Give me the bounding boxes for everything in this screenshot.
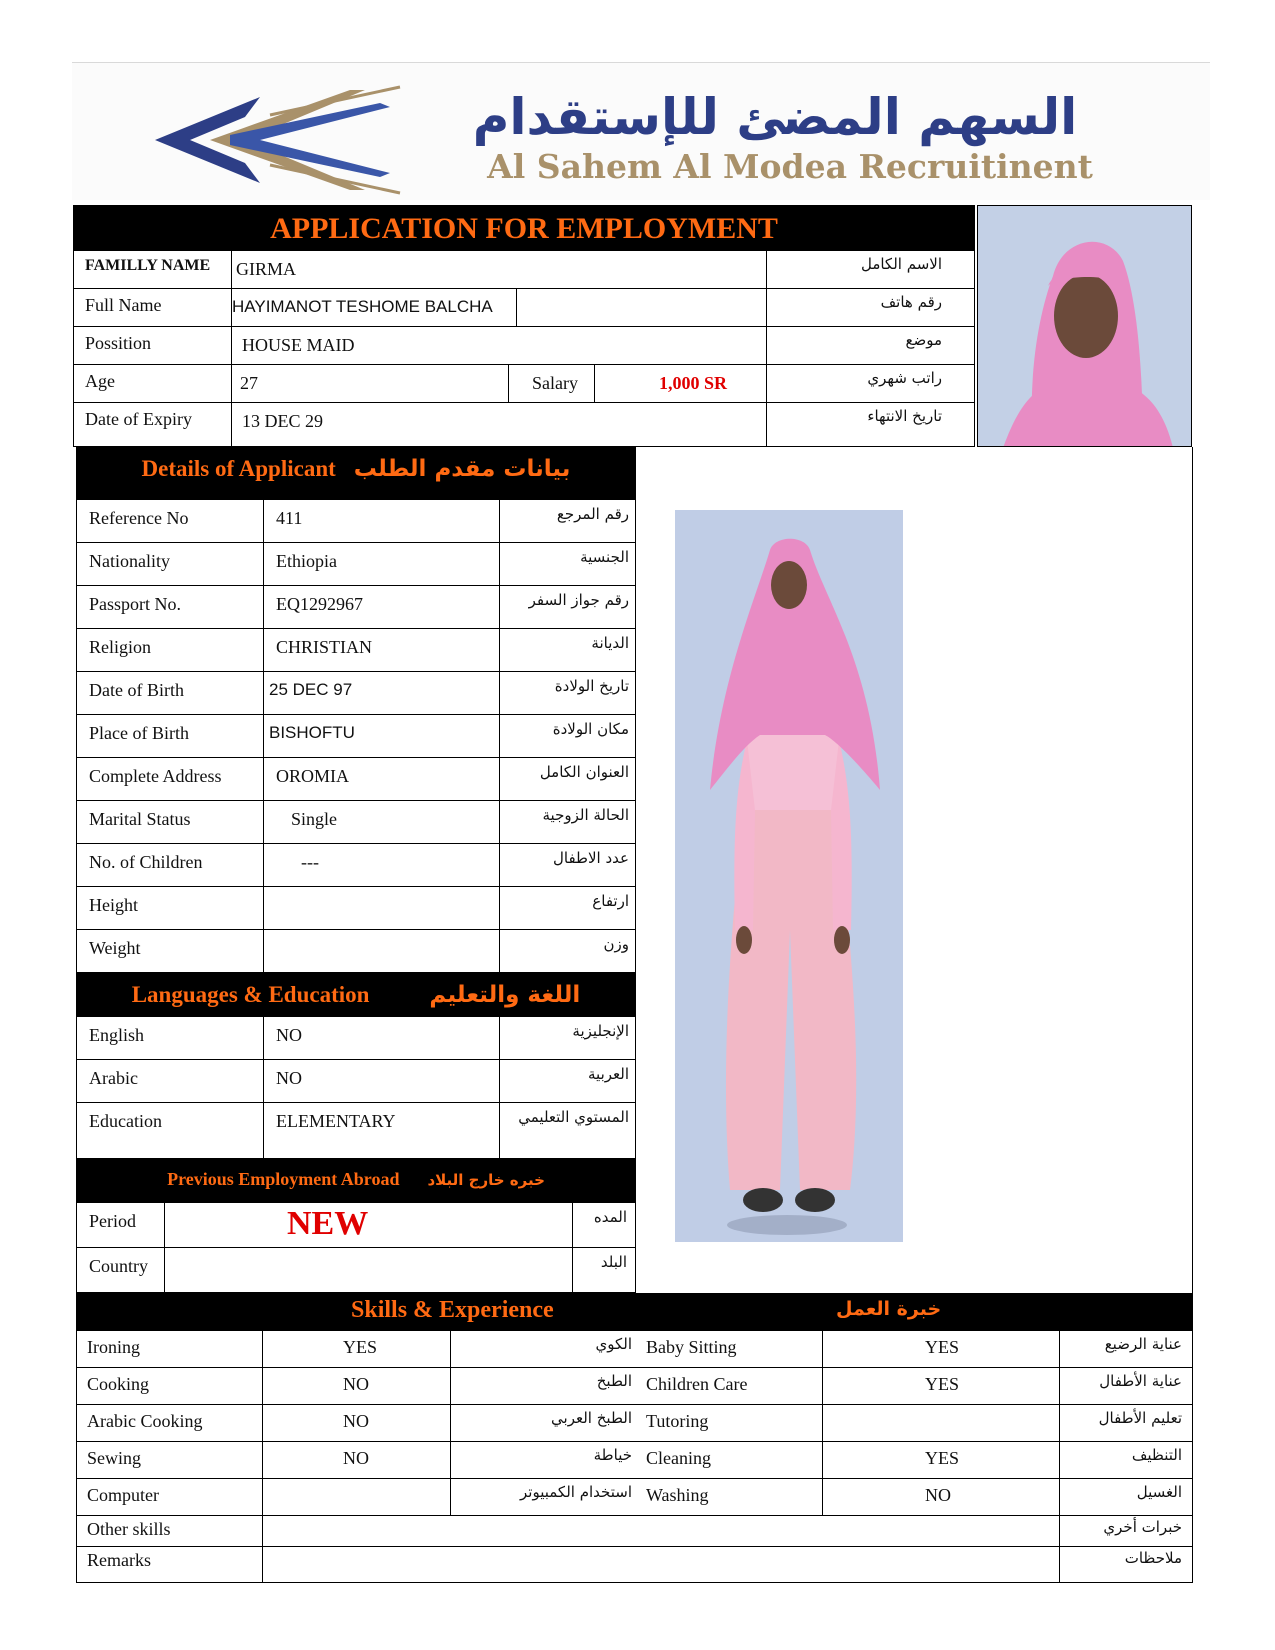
skill-right-arabic: التنظيف [1131,1446,1182,1464]
skill-left-value: YES [343,1337,378,1357]
country-arabic: البلد [600,1253,627,1271]
skills-row [76,1479,1193,1516]
marital-arabic: الحالة الزوجية [542,806,629,824]
education-label: Education [89,1111,162,1131]
nationality-arabic: الجنسية [580,548,629,566]
other-skills-row [76,1516,1193,1547]
passport-arabic: رقم جواز السفر [528,591,629,609]
full-name-label: Full Name [85,295,162,315]
salary-label: Salary [532,373,578,393]
lang-row-education [76,1103,636,1159]
children-arabic: عدد الاطفال [553,849,629,867]
education-arabic: المستوي التعليمي [518,1108,629,1126]
detail-row-address [76,758,636,801]
skill-left-arabic: الكوي [595,1335,632,1353]
dob-arabic: تاريخ الولادة [554,677,629,695]
skill-right-value: NO [925,1485,951,1505]
pob-label: Place of Birth [89,723,189,743]
logo-arrow-icon [150,85,410,195]
position-value: HOUSE MAID [242,335,355,355]
row-full-name [73,289,975,327]
skill-right-arabic: عناية الرضيع [1104,1335,1182,1353]
skill-right-value: YES [925,1448,960,1468]
weight-arabic: وزن [603,935,629,953]
skill-left-label: Sewing [87,1448,141,1468]
skills-title-arabic: خبرة العمل [836,1298,942,1320]
row-family-name [73,251,975,289]
dob-label: Date of Birth [89,680,184,700]
skill-right-arabic: تعليم الأطفال [1098,1409,1182,1427]
languages-section-header [76,973,636,1017]
reference-value: 411 [276,508,303,528]
applicant-portrait-photo [977,205,1192,447]
previous-title: Previous Employment Abroad [167,1169,400,1189]
reference-arabic: رقم المرجع [556,505,629,523]
height-label: Height [89,895,138,915]
logo-english-text: Al Sahem Al Modea Recruitinent [487,147,1093,186]
marital-value: Single [291,809,338,829]
passport-value: EQ1292967 [276,594,363,614]
address-arabic: العنوان الكامل [539,763,629,781]
family-name-value: GIRMA [236,259,297,279]
skill-left-label: Cooking [87,1374,150,1394]
skill-right-arabic: الغسيل [1136,1483,1182,1501]
religion-label: Religion [89,637,151,657]
address-value: OROMIA [276,766,350,786]
detail-row-date-of-birth [76,672,636,715]
skill-left-value: NO [343,1411,369,1431]
row-date-of-expiry [73,403,975,447]
english-arabic: الإنجليزية [572,1022,629,1040]
skill-right-label: Baby Sitting [646,1337,737,1357]
pob-value: BISHOFTU [269,723,355,742]
lang-row-english [76,1017,636,1060]
position-arabic: موضع [905,331,942,349]
skill-left-label: Computer [87,1485,159,1505]
pob-arabic: مكان الولادة [552,720,629,738]
salary-value: 1,000 SR [659,373,728,393]
detail-row-children [76,844,636,887]
height-arabic: ارتفاع [592,892,629,910]
skill-left-arabic: الطبخ [596,1372,632,1390]
detail-row-place-of-birth [76,715,636,758]
children-label: No. of Children [89,852,203,872]
remarks-label: Remarks [87,1550,151,1570]
english-label: English [89,1025,145,1045]
details-section-header [76,447,636,500]
lang-row-arabic [76,1060,636,1103]
skill-right-arabic: عناية الأطفال [1099,1372,1182,1390]
skill-left-arabic: خياطة [593,1446,632,1464]
country-label: Country [89,1256,149,1276]
skills-row [76,1331,1193,1368]
detail-row-reference [76,500,636,543]
details-title-arabic: بيانات مقدم الطلب [353,456,571,482]
expiry-label: Date of Expiry [85,409,192,429]
nationality-label: Nationality [89,551,170,571]
expiry-arabic: تاريخ الانتهاء [867,407,942,425]
remarks-row [76,1547,1193,1583]
full-name-value: HAYIMANOT TESHOME BALCHA [232,297,493,316]
skill-left-arabic: الطبخ العربي [551,1409,632,1427]
skill-right-value: YES [925,1337,960,1357]
skill-left-label: Arabic Cooking [87,1411,203,1431]
applicant-full-body-photo [675,510,903,1242]
previous-title-arabic: خبره خارج البلاد [427,1171,545,1189]
skill-right-label: Children Care [646,1374,748,1394]
family-name-label: FAMILLY NAME [85,257,211,274]
expiry-value: 13 DEC 29 [242,411,323,431]
skills-section-header [76,1293,1193,1331]
marital-label: Marital Status [89,809,191,829]
logo-arabic-text: السهم المضئ للإستقدام [472,88,1078,146]
arabic-label: Arabic [89,1068,138,1088]
detail-row-height [76,887,636,930]
skills-row [76,1442,1193,1479]
full-name-arabic: رقم هاتف [880,293,942,311]
details-title: Details of Applicant [141,456,336,481]
detail-row-nationality [76,543,636,586]
skill-right-label: Washing [646,1485,709,1505]
skill-left-value: NO [343,1448,369,1468]
age-value: 27 [240,373,258,393]
period-arabic: المده [593,1208,627,1226]
detail-row-religion [76,629,636,672]
prev-row-country [76,1248,636,1293]
religion-value: CHRISTIAN [276,637,373,657]
skills-row [76,1368,1193,1405]
arabic-value: NO [276,1068,302,1088]
weight-label: Weight [89,938,141,958]
skill-right-value: YES [925,1374,960,1394]
children-value: --- [301,852,319,872]
english-value: NO [276,1025,302,1045]
skills-title: Skills & Experience [351,1297,554,1323]
languages-title-arabic: اللغة والتعليم [429,982,581,1008]
skill-left-arabic: استخدام الكمبيوتر [520,1483,632,1501]
education-value: ELEMENTARY [276,1111,396,1131]
previous-section-header [76,1159,636,1203]
detail-row-passport [76,586,636,629]
detail-row-marital-status [76,801,636,844]
position-label: Possition [85,333,152,353]
period-value: NEW [287,1205,369,1242]
address-label: Complete Address [89,766,222,786]
nationality-value: Ethiopia [276,551,337,571]
other-skills-label: Other skills [87,1519,171,1539]
reference-label: Reference No [89,508,189,528]
period-label: Period [89,1211,136,1231]
detail-row-weight [76,930,636,973]
other-skills-arabic: خبرات أخري [1103,1518,1182,1536]
salary-arabic: راتب شهري [867,369,942,387]
remarks-arabic: ملاحظات [1124,1549,1182,1567]
languages-title: Languages & Education [131,982,370,1007]
arabic-arabic: العربية [588,1065,629,1083]
prev-row-period [76,1203,636,1248]
skill-right-label: Cleaning [646,1448,711,1468]
dob-value: 25 DEC 97 [269,680,353,699]
family-name-arabic: الاسم الكامل [860,255,942,273]
skill-left-label: Ironing [87,1337,140,1357]
religion-arabic: الديانة [591,634,629,652]
age-label: Age [85,371,115,391]
passport-label: Passport No. [89,594,182,614]
skill-right-label: Tutoring [646,1411,709,1431]
application-title: APPLICATION FOR EMPLOYMENT [73,205,975,251]
row-position [73,327,975,365]
row-age-salary [73,365,975,403]
skills-row [76,1405,1193,1442]
skill-left-value: NO [343,1374,369,1394]
